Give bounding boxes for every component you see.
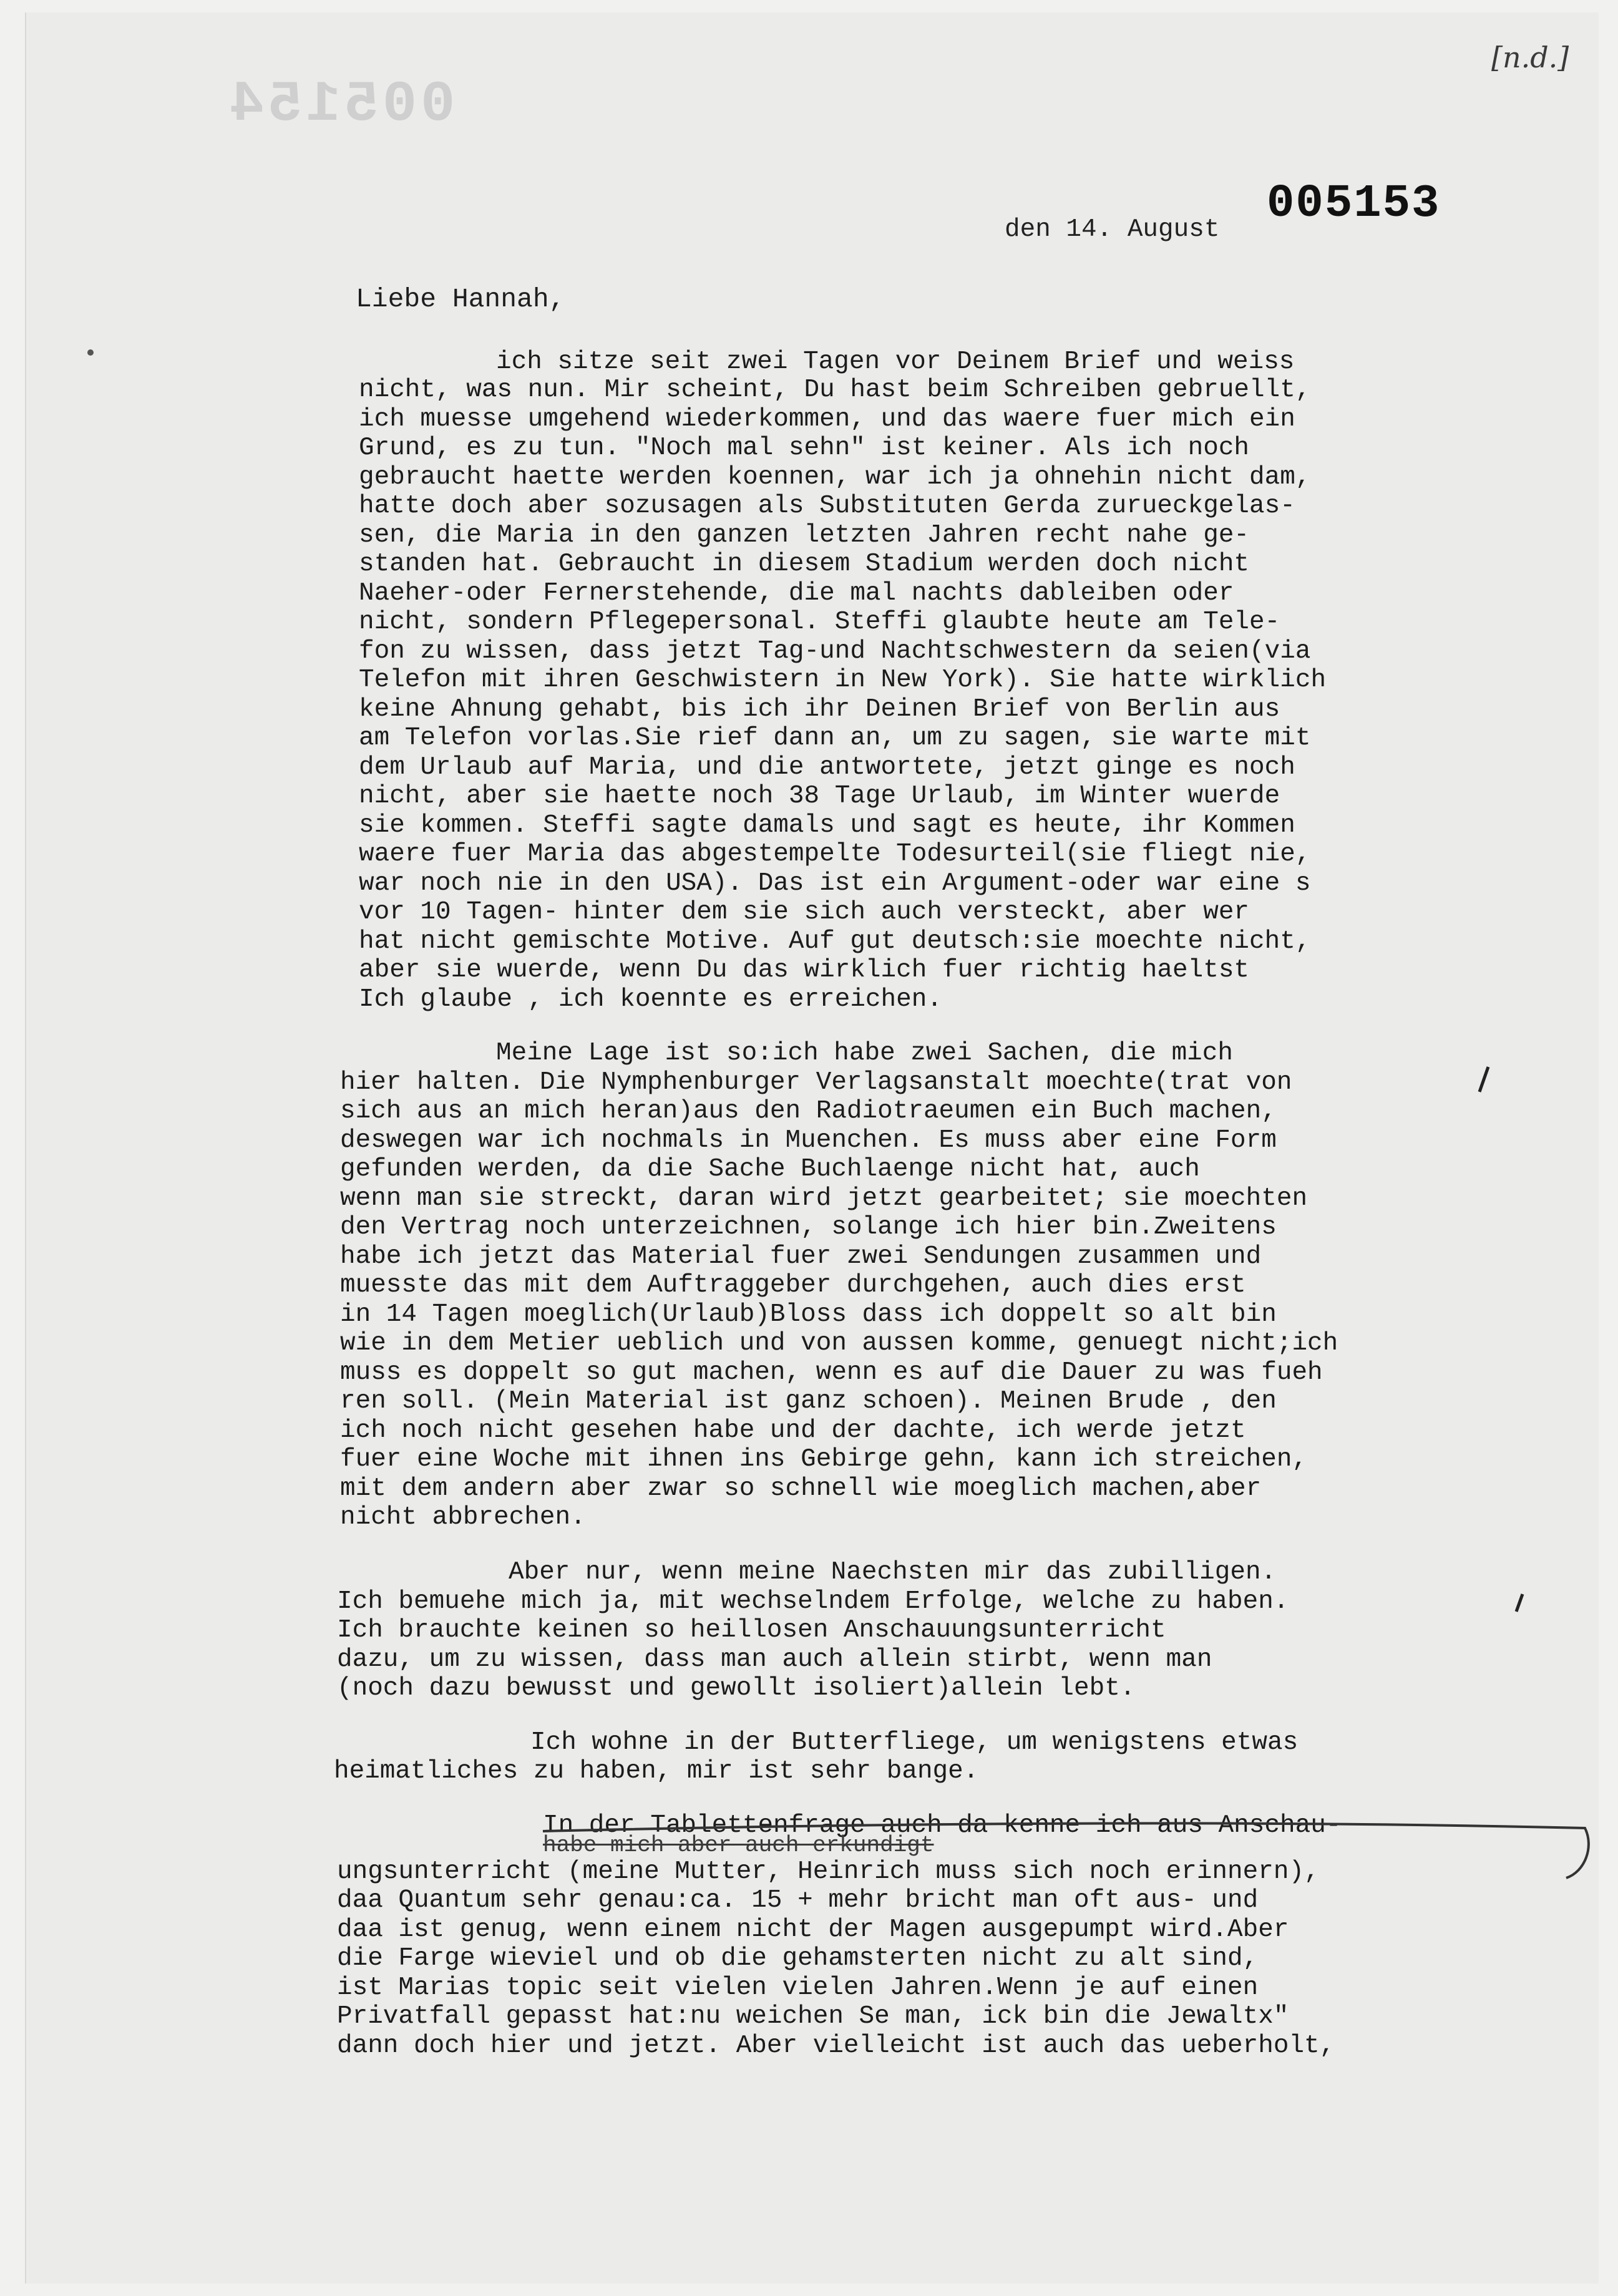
letter-line: vor 10 Tagen- hinter dem sie sich auch versteckt, aber wer — [359, 898, 1250, 927]
letter-line: dann doch hier und jetzt. Aber vielleicht ist auch das ueberholt, — [337, 2031, 1335, 2060]
letter-line: sie kommen. Steffi sagte damals und sagt es heute, ihr Kommen — [359, 811, 1295, 840]
letter-line: Naeher-oder Fernerstehende, die mal nachts dableiben oder — [359, 579, 1234, 608]
letter-line: in 14 Tagen moeglich(Urlaub)Bloss dass ich doppelt so alt bin — [340, 1300, 1277, 1329]
letter-line: war noch nie in den USA). Das ist ein Argument-oder war eine s — [359, 869, 1311, 898]
letter-line: waere fuer Maria das abgestempelte Todesurteil(sie fliegt nie, — [359, 840, 1311, 868]
letter-line: hat nicht gemischte Motive. Auf gut deutsch:sie moechte nicht, — [359, 927, 1311, 956]
letter-line: wenn man sie streckt, daran wird jetzt gearbeitet; sie moechten — [340, 1184, 1308, 1213]
struck-insertion: habe mich aber auch erkundigt — [543, 1832, 934, 1858]
letter-line: In der Tablettenfrage auch da kenne ich aus Anschau- — [543, 1811, 1342, 1840]
letter-line: nicht, aber sie haette noch 38 Tage Urlaub, im Winter wuerde — [359, 782, 1280, 810]
letter-line: aber sie wuerde, wenn Du das wirklich fuer richtig haeltst — [359, 956, 1250, 985]
letter-line: muss es doppelt so gut machen, wenn es auf die Dauer zu was fueh — [340, 1358, 1323, 1387]
letter-line: wie in dem Metier ueblich und von aussen komme, genuegt nicht;ich — [340, 1329, 1338, 1358]
letter-line: Grund, es zu tun. "Noch mal sehn" ist keiner. Als ich noch — [359, 434, 1250, 462]
letter-line: habe ich jetzt das Material fuer zwei Sendungen zusammen und — [340, 1242, 1262, 1271]
letter-line: nicht, was nun. Mir scheint, Du hast beim Schreiben gebruellt, — [359, 376, 1311, 404]
letter-line: gebraucht haette werden koennen, war ich ja ohnehin nicht dam, — [359, 463, 1311, 492]
letter-line: standen hat. Gebraucht in diesem Stadium werden doch nicht — [359, 550, 1250, 578]
letter-line: fuer eine Woche mit ihnen ins Gebirge gehn, kann ich streichen, — [340, 1445, 1308, 1474]
letter-line: hatte doch aber sozusagen als Substituten Gerda zurueckgelas- — [359, 492, 1295, 520]
letter-line: muesste das mit dem Auftraggeber durchgehen, auch dies erst — [340, 1271, 1246, 1300]
letter-line: Ich wohne in der Butterfliege, um wenigstens etwas — [530, 1728, 1299, 1757]
letter-line: Aber nur, wenn meine Naechsten mir das zubilligen. — [509, 1558, 1277, 1587]
letter-line: fon zu wissen, dass jetzt Tag-und Nachtschwestern da seien(via — [359, 637, 1311, 666]
letter-line: nicht, sondern Pflegepersonal. Steffi glaubte heute am Tele- — [359, 608, 1280, 636]
letter-line: ungsunterricht (meine Mutter, Heinrich muss sich noch erinnern), — [337, 1857, 1320, 1886]
letter-line: hier halten. Die Nymphenburger Verlagsanstalt moechte(trat von — [340, 1068, 1292, 1097]
letter-line: Privatfall gepasst hat:nu weichen Se man, ick bin die Jewaltx" — [337, 2002, 1289, 2031]
bleed-through-number: 005154 — [226, 72, 456, 137]
letter-line: die Farge wieviel und ob die gehamsterten nicht zu alt sind, — [337, 1944, 1259, 1973]
letter-line: sen, die Maria in den ganzen letzten Jahren recht nahe ge- — [359, 521, 1250, 550]
letter-line: Ich bemuehe mich ja, mit wechselndem Erfolge, welche zu haben. — [337, 1587, 1289, 1616]
letter-line: ich sitze seit zwei Tagen vor Deinem Brief und weiss — [496, 348, 1295, 376]
letter-line: (noch dazu bewusst und gewollt isoliert)allein lebt. — [337, 1674, 1136, 1703]
letter-line: den Vertrag noch unterzeichnen, solange ich hier bin.Zweitens — [340, 1213, 1277, 1242]
letter-line: ren soll. (Mein Material ist ganz schoen). Meinen Brude , den — [340, 1387, 1277, 1416]
letter-line: sich aus an mich heran)aus den Radiotraeumen ein Buch machen, — [340, 1097, 1277, 1126]
letter-line: dem Urlaub auf Maria, und die antwortete, jetzt ginge es noch — [359, 753, 1295, 782]
letter-line: deswegen war ich nochmals in Muenchen. Es muss aber eine Form — [340, 1126, 1277, 1155]
letter-line: dazu, um zu wissen, dass man auch allein stirbt, wenn man — [337, 1645, 1212, 1674]
archive-corner-note: [n.d.] — [1491, 41, 1569, 74]
letter-line: am Telefon vorlas.Sie rief dann an, um zu sagen, sie warte mit — [359, 724, 1311, 752]
letter-line: gefunden werden, da die Sache Buchlaenge nicht hat, auch — [340, 1155, 1200, 1184]
letter-line: ich muesse umgehend wiederkommen, und das waere fuer mich ein — [359, 405, 1295, 434]
letter-line: keine Ahnung gehabt, bis ich ihr Deinen Brief von Berlin aus — [359, 695, 1280, 724]
letter-line: mit dem andern aber zwar so schnell wie moeglich machen,aber — [340, 1474, 1262, 1503]
letter-line: Ich brauchte keinen so heillosen Anschauungsunterricht — [337, 1616, 1166, 1645]
letter-date: den 14. August — [1005, 215, 1220, 244]
letter-line: ich noch nicht gesehen habe und der dachte, ich werde jetzt — [340, 1416, 1246, 1445]
letter-line: Ich glaube , ich koennte es erreichen. — [359, 985, 942, 1014]
letter-line: heimatliches zu haben, mir ist sehr bange. — [334, 1757, 979, 1786]
letter-line: Meine Lage ist so:ich habe zwei Sachen, die mich — [496, 1039, 1233, 1068]
letter-line: daa Quantum sehr genau:ca. 15 + mehr bricht man oft aus- und — [337, 1886, 1259, 1915]
letter-line: nicht abbrechen. — [340, 1503, 586, 1532]
letter-salutation: Liebe Hannah, — [356, 284, 565, 314]
letter-line: daa ist genug, wenn einem nicht der Magen ausgepumpt wird.Aber — [337, 1915, 1289, 1944]
letter-line: Telefon mit ihren Geschwistern in New York). Sie hatte wirklich — [359, 666, 1327, 694]
letter-line: ist Marias topic seit vielen vielen Jahren.Wenn je auf einen — [337, 1973, 1259, 2002]
document-number: 005153 — [1267, 178, 1441, 230]
